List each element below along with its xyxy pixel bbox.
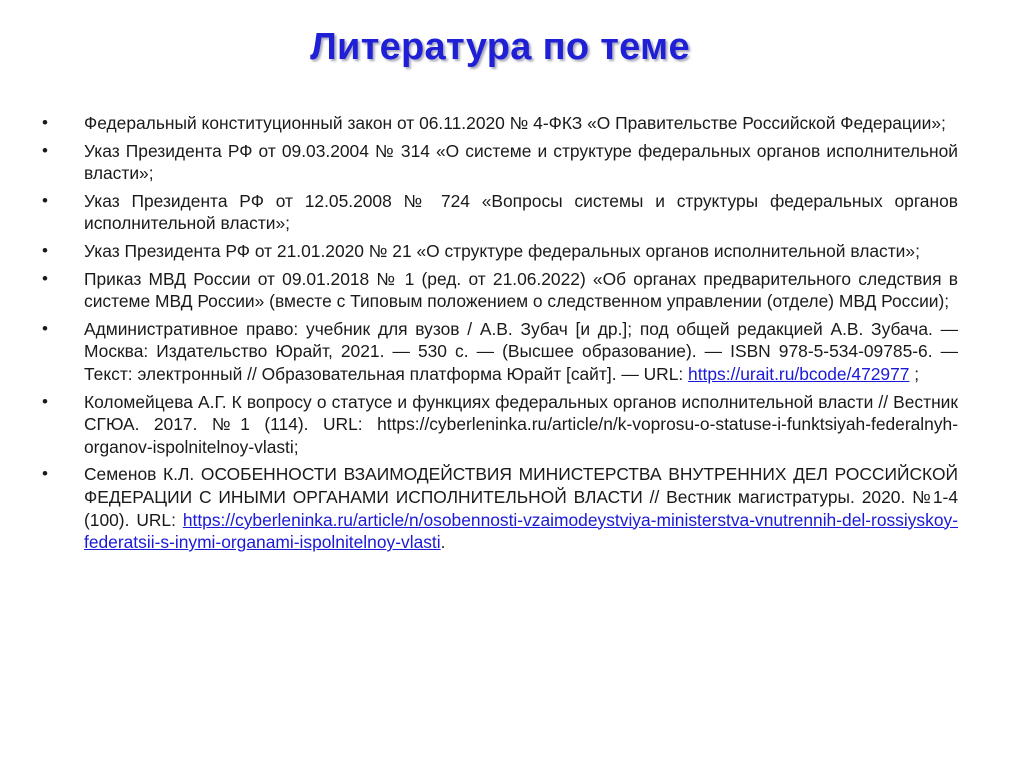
bullet-icon: • [42, 190, 48, 210]
reference-text: Приказ МВД России от 09.01.2018 № 1 (ред. от 21.06.2022) «Об органах предварительного следствия в системе МВД России» (вместе с Типовым положением о следственном управлении (отделе) МВД России); [84, 268, 958, 312]
reference-text: ; [909, 363, 920, 384]
reference-text: Административное право: учебник для вузов / А.В. Зубач [и др.]; под общей редакцией А.В. Зубача. — Москва: Издательство Юрайт, 2021. — 530 с. — (Высшее образование). — ISBN 978-5-534-09785-6. — Текст: электронный // Образовательная платформа Юрайт [сайт]. — URL: [84, 318, 958, 384]
slide-title: Литература по теме [310, 26, 690, 68]
reference-text: Указ Президента РФ от 09.03.2004 № 314 «О системе и структуре федеральных органов исполнительной власти»; [84, 140, 958, 184]
bullet-icon: • [42, 240, 48, 260]
reference-item [42, 190, 958, 235]
reference-list [42, 112, 958, 559]
bullet-icon: • [42, 318, 48, 338]
reference-item [42, 112, 958, 135]
reference-text: . [440, 532, 446, 553]
reference-item [42, 240, 958, 263]
reference-text: Указ Президента РФ от 12.05.2008 № 724 «Вопросы системы и структуры федеральных органов исполнительной власти»; [84, 190, 958, 234]
bullet-icon: • [42, 464, 48, 484]
reference-text: Указ Президента РФ от 21.01.2020 № 21 «О структуре федеральных органов исполнительной власти»; [84, 240, 920, 261]
reference-text: Федеральный конституционный закон от 06.11.2020 № 4-ФКЗ «О Правительстве Российской Федерации»; [84, 113, 946, 133]
bullet-icon: • [42, 113, 48, 132]
reference-item [42, 463, 958, 553]
reference-item [42, 140, 958, 185]
reference-item [42, 318, 958, 386]
reference-item [42, 391, 958, 459]
reference-link[interactable]: https://cyberleninka.ru/article/n/osobennosti-vzaimodeystviya-ministerstva-vnutrennih-del-rossiyskoy-federatsii-s-inymi-organami-ispolnitelnoy-vlasti [84, 509, 958, 553]
bullet-icon: • [42, 391, 48, 411]
reference-text: Семенов К.Л. ОСОБЕННОСТИ ВЗАИМОДЕЙСТВИЯ МИНИСТЕРСТВА ВНУТРЕННИХ ДЕЛ РОССИЙСКОЙ ФЕДЕРАЦИИ С ИНЫМИ ОРГАНАМИ ИСПОЛНИТЕЛЬНОЙ ВЛАСТИ // Вестник магистратуры. 2020. №1-4 (100). URL: [84, 464, 958, 530]
reference-link[interactable]: https://urait.ru/bcode/472977 [688, 363, 910, 384]
reference-item [42, 268, 958, 313]
bullet-icon: • [42, 140, 48, 160]
reference-text: Коломейцева А.Г. К вопросу о статусе и функциях федеральных органов исполнительной власти // Вестник СГЮА. 2017. №1 (114). URL: https://cyberleninka.ru/article/n/k-voprosu-o-statuse-i-funktsiyah-federalnyh-organov-ispolnitelnoy-vlasti; [84, 391, 958, 457]
bullet-icon: • [42, 268, 48, 288]
